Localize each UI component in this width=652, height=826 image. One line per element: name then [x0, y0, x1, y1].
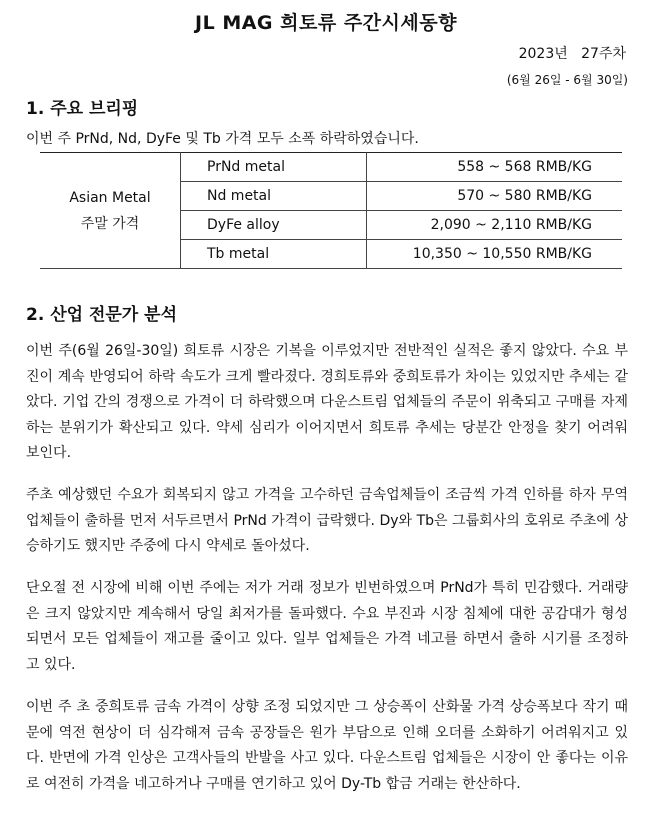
report-year: 2023년	[518, 46, 568, 62]
product-name: Nd metal	[181, 182, 367, 211]
price-group-label	[40, 153, 181, 269]
price-period: 주말 가격	[80, 215, 140, 232]
analysis-paragraph: 이번 주 초 중희토류 금속 가격이 상향 조정 되었지만 그 상승폭이 산화물 가격 상승폭보다 작기 때문에 역전 현상이 더 심각해져 금속 공장들은 원가 부담으로 인해 오더를 소화하기 어려워지고 있다. 반면에 가격 인상은 고객사들의 반발을 사고 있다. 다운스트림 업체들은 시장이 안 좋다는 이유로 여전히 가격을 네고하거나 구매를 연기하고 있어 Dy-Tb 합금 거래는 한산하다.	[26, 699, 628, 792]
section2-heading: 2. 산업 전문가 분석	[26, 305, 177, 325]
product-name: DyFe alloy	[181, 211, 367, 240]
report-date-range: (6월 26일 - 6월 30일)	[506, 73, 628, 87]
product-price: 570 ~ 580 RMB/KG	[367, 182, 623, 211]
price-source: Asian Metal	[69, 189, 151, 206]
price-table	[40, 152, 622, 269]
product-price: 2,090 ~ 2,110 RMB/KG	[367, 211, 623, 240]
analysis-paragraph: 이번 주(6월 26일-30일) 희토류 시장은 기복을 이루었지만 전반적인 실적은 좋지 않았다. 수요 부진이 계속 반영되어 하락 속도가 크게 빨라졌다. 경희토류와 중희토류가 차이는 있었지만 추세는 같았다. 기업 간의 경쟁으로 가격이 더 하락했으며 다운스트림 업체들의 주문이 위축되고 구매를 자제하는 분위기가 확산되고 있다. 약세 심리가 이어지면서 희토류 추세는 당분간 안정을 찾기 어려워 보인다.	[26, 343, 628, 461]
product-name: PrNd metal	[181, 153, 367, 182]
table-row	[40, 153, 622, 182]
report-title: JL MAG 희토류 주간시세동향	[195, 12, 457, 34]
product-price: 10,350 ~ 10,550 RMB/KG	[367, 240, 623, 269]
briefing-summary: 이번 주 PrNd, Nd, DyFe 및 Tb 가격 모두 소폭 하락하였습니다.	[26, 131, 419, 147]
product-name: Tb metal	[181, 240, 367, 269]
report-week-number: 27주차	[581, 46, 626, 62]
product-price: 558 ~ 568 RMB/KG	[367, 153, 623, 182]
analysis-paragraph: 주초 예상했던 수요가 회복되지 않고 가격을 고수하던 금속업체들이 조금씩 가격 인하를 하자 무역업체들이 출하를 먼저 서두르면서 PrNd 가격이 급락했다. Dy와 Tb은 그룹회사의 호위로 주초에 상승하기도 했지만 주중에 다시 약세로 돌아섰다.	[26, 487, 628, 554]
section1-heading: 1. 주요 브리핑	[26, 99, 139, 119]
analysis-paragraph: 단오절 전 시장에 비해 이번 주에는 저가 거래 정보가 빈번하였으며 PrNd가 특히 민감했다. 거래량은 크지 않았지만 계속해서 당일 최저가를 돌파했다. 수요 부진과 시장 침체에 대한 공감대가 형성되면서 모든 업체들이 재고를 줄이고 있다. 일부 업체들은 가격 네고를 하면서 출하 시기를 조정하고 있다.	[26, 580, 628, 673]
report-week	[519, 43, 626, 63]
